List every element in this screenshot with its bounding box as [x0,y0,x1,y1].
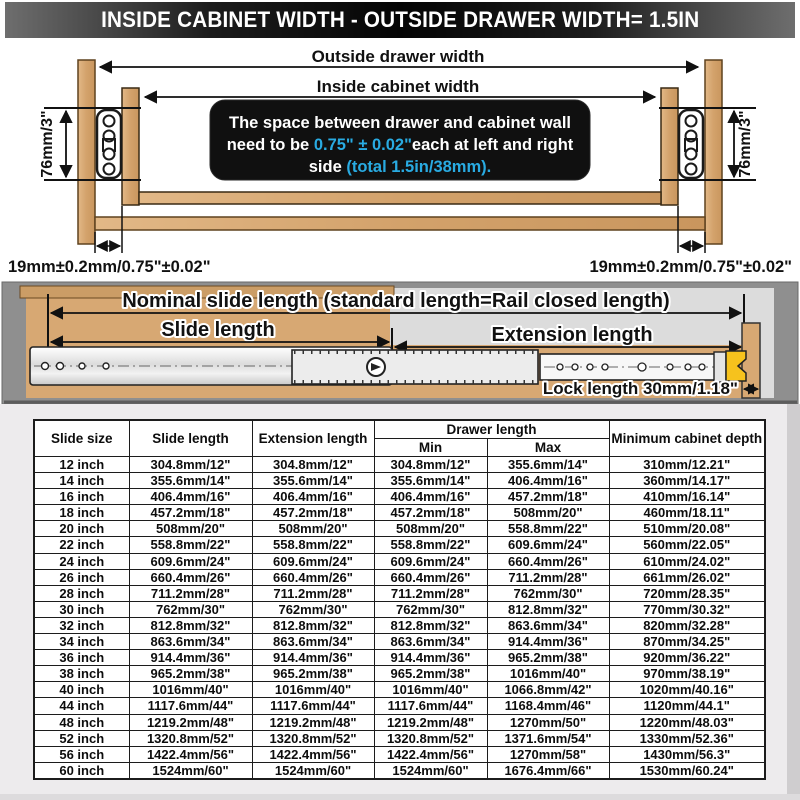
table-cell: 508mm/20" [487,505,609,521]
table-cell: 720mm/28.35" [609,585,765,601]
info-line1: The space between drawer and cabinet wall [228,114,572,132]
table-cell: 609.6mm/24" [374,553,487,569]
table-cell: 820mm/32.28" [609,617,765,633]
table-header [34,420,765,457]
table-cell: 609.6mm/24" [252,553,374,569]
table-cell: 20 inch [34,521,129,537]
table-cell: 1066.8mm/42" [487,682,609,698]
table-row [34,698,765,714]
table-row [34,617,765,633]
col-header-min-cabinet-depth: Minimum cabinet depth [609,420,765,457]
table-cell: 661mm/26.02" [609,569,765,585]
spec-table-section [0,404,800,800]
table-cell: 1320.8mm/52" [129,730,252,746]
table-cell: 1524mm/60" [129,762,252,779]
table-cell: 965.2mm/38" [252,666,374,682]
table-cell: 304.8mm/12" [374,457,487,473]
gap-label-left: 19mm±0.2mm/0.75"±0.02" [8,258,211,276]
table-cell: 770mm/30.32" [609,601,765,617]
table-cell: 1219.2mm/48" [252,714,374,730]
table-cell: 863.6mm/34" [129,634,252,650]
table-row [34,650,765,666]
height-label-left: 76mm/3" [39,110,56,178]
table-row [34,521,765,537]
table-cell: 406.4mm/16" [129,489,252,505]
table-cell: 1120mm/44.1" [609,698,765,714]
table-cell: 355.6mm/14" [129,473,252,489]
table-cell: 560mm/22.05" [609,537,765,553]
table-cell: 1530mm/60.24" [609,762,765,779]
info-line3 [309,158,491,176]
table-cell: 1320.8mm/52" [374,730,487,746]
table-cell: 30 inch [34,601,129,617]
table-row [34,537,765,553]
table-cell: 1320.8mm/52" [252,730,374,746]
table-cell: 558.8mm/22" [374,537,487,553]
table-cell: 762mm/30" [252,601,374,617]
table-cell: 762mm/30" [374,601,487,617]
extension-length-label: Extension length [491,324,653,346]
table-cell: 762mm/30" [129,601,252,617]
table-cell: 660.4mm/26" [487,553,609,569]
table-cell: 711.2mm/28" [487,569,609,585]
outside-drawer-width-label: Outside drawer width [311,47,485,66]
table-cell: 28 inch [34,585,129,601]
drawer-side-left [122,88,139,205]
table-cell: 920mm/36.22" [609,650,765,666]
table-cell: 508mm/20" [252,521,374,537]
table-cell: 1219.2mm/48" [374,714,487,730]
info-box [210,100,590,180]
table-cell: 965.2mm/38" [487,650,609,666]
table-cell: 762mm/30" [487,585,609,601]
table-cell: 457.2mm/18" [129,505,252,521]
info-line2-white: need to be [226,136,314,154]
table-cell: 660.4mm/26" [374,569,487,585]
table-cell: 34 inch [34,634,129,650]
table-row [34,569,765,585]
table-cell: 1016mm/40" [129,682,252,698]
table-cell: 1270mm/50" [487,714,609,730]
table-cell: 1220mm/48.03" [609,714,765,730]
table-cell: 304.8mm/12" [129,457,252,473]
table-row [34,714,765,730]
table-cell: 36 inch [34,650,129,666]
table-row [34,585,765,601]
col-header-max: Max [487,439,609,457]
table-row [34,553,765,569]
table-cell: 812.8mm/32" [487,601,609,617]
info-line3-blue: (total 1.5in/38mm). [346,158,492,176]
cabinet-cross-section-diagram [0,36,800,282]
table-cell: 56 inch [34,746,129,762]
table-cell: 40 inch [34,682,129,698]
info-line2-white2: each at left and right [411,136,574,154]
table-cell: 660.4mm/26" [129,569,252,585]
height-label-right: 76mm/3" [737,110,754,178]
panel-right-edge [787,404,800,800]
table-cell: 457.2mm/18" [374,505,487,521]
table-cell: 24 inch [34,553,129,569]
table-row [34,730,765,746]
table-cell: 711.2mm/28" [129,585,252,601]
table-cell: 610mm/24.02" [609,553,765,569]
table-row [34,457,765,473]
table-row [34,601,765,617]
table-cell: 863.6mm/34" [487,617,609,633]
table-cell: 14 inch [34,473,129,489]
table-cell: 1524mm/60" [252,762,374,779]
table-cell: 1330mm/52.36" [609,730,765,746]
table-cell: 360mm/14.17" [609,473,765,489]
table-cell: 711.2mm/28" [252,585,374,601]
cabinet-wall-left [78,60,95,244]
table-cell: 406.4mm/16" [252,489,374,505]
table-cell: 1422.4mm/56" [129,746,252,762]
inside-cabinet-width-label: Inside cabinet width [316,77,480,96]
table-cell: 1676.4mm/66" [487,762,609,779]
slide-cross-section-left [97,110,121,178]
table-cell: 609.6mm/24" [129,553,252,569]
table-cell: 1422.4mm/56" [374,746,487,762]
table-row [34,666,765,682]
table-cell: 60 inch [34,762,129,779]
col-header-min: Min [374,439,487,457]
col-header-drawer-length: Drawer length [374,420,609,439]
nominal-length-label: Nominal slide length (standard length=Rail closed length) [122,290,670,312]
info-line2-blue: 0.75" ± 0.02" [313,136,412,154]
table-cell: 812.8mm/32" [252,617,374,633]
table-row [34,505,765,521]
table-cell: 406.4mm/16" [374,489,487,505]
table-cell: 812.8mm/32" [129,617,252,633]
drawer-bottom-panel [139,192,661,204]
table-cell: 914.4mm/36" [374,650,487,666]
table-cell: 1168.4mm/46" [487,698,609,714]
table-cell: 558.8mm/22" [252,537,374,553]
table-cell: 965.2mm/38" [129,666,252,682]
table-cell: 406.4mm/16" [487,473,609,489]
table-cell: 16 inch [34,489,129,505]
spec-table [33,419,766,780]
table-cell: 22 inch [34,537,129,553]
slide-cross-section-right [679,110,703,178]
table-cell: 812.8mm/32" [374,617,487,633]
table-cell: 863.6mm/34" [374,634,487,650]
info-line3-white: side [308,158,347,176]
table-cell: 1016mm/40" [487,666,609,682]
table-cell: 510mm/20.08" [609,521,765,537]
table-cell: 52 inch [34,730,129,746]
table-cell: 1270mm/58" [487,746,609,762]
table-cell: 711.2mm/28" [374,585,487,601]
table-row [34,489,765,505]
table-cell: 457.2mm/18" [487,489,609,505]
table-cell: 558.8mm/22" [129,537,252,553]
table-cell: 410mm/16.14" [609,489,765,505]
table-row [34,762,765,779]
table-cell: 609.6mm/24" [487,537,609,553]
table-row [34,682,765,698]
panel-bottom-edge [0,794,800,800]
table-cell: 914.4mm/36" [129,650,252,666]
lock-length-label: Lock length 30mm/1.18" [542,379,738,398]
info-line2 [227,136,574,154]
table-cell: 48 inch [34,714,129,730]
col-header-extension-length: Extension length [252,420,374,457]
table-cell: 970mm/38.19" [609,666,765,682]
gap-label-right: 19mm±0.2mm/0.75"±0.02" [589,258,792,276]
table-cell: 1020mm/40.16" [609,682,765,698]
table-cell: 18 inch [34,505,129,521]
table-cell: 508mm/20" [374,521,487,537]
table-cell: 355.6mm/14" [252,473,374,489]
table-cell: 508mm/20" [129,521,252,537]
table-cell: 1117.6mm/44" [252,698,374,714]
table-body [34,457,765,779]
table-cell: 914.4mm/36" [252,650,374,666]
table-cell: 1430mm/56.3" [609,746,765,762]
slide-length-label: Slide length [161,319,275,341]
table-cell: 38 inch [34,666,129,682]
drawer-side-right [661,88,678,205]
table-cell: 1422.4mm/56" [252,746,374,762]
page-title: INSIDE CABINET WIDTH - OUTSIDE DRAWER WIDTH= 1.5IN [100,7,700,32]
table-cell: 1524mm/60" [374,762,487,779]
table-cell: 1371.6mm/54" [487,730,609,746]
table-cell: 660.4mm/26" [252,569,374,585]
table-cell: 457.2mm/18" [252,505,374,521]
table-cell: 914.4mm/36" [487,634,609,650]
table-cell: 304.8mm/12" [252,457,374,473]
table-cell: 863.6mm/34" [252,634,374,650]
table-cell: 870mm/34.25" [609,634,765,650]
table-cell: 1016mm/40" [374,682,487,698]
col-header-slide-length: Slide length [129,420,252,457]
cabinet-bottom-panel [95,217,705,230]
table-cell: 355.6mm/14" [374,473,487,489]
title-banner [5,2,795,38]
cabinet-wall-right [705,60,722,244]
col-header-slide-size: Slide size [34,420,129,457]
table-cell: 32 inch [34,617,129,633]
slide-length-diagram [0,281,800,405]
table-row [34,473,765,489]
table-cell: 1117.6mm/44" [129,698,252,714]
table-cell: 44 inch [34,698,129,714]
table-cell: 310mm/12.21" [609,457,765,473]
table-row [34,634,765,650]
table-cell: 1219.2mm/48" [129,714,252,730]
table-cell: 355.6mm/14" [487,457,609,473]
table-cell: 12 inch [34,457,129,473]
table-row [34,746,765,762]
table-cell: 1016mm/40" [252,682,374,698]
table-cell: 26 inch [34,569,129,585]
table-cell: 1117.6mm/44" [374,698,487,714]
table-cell: 460mm/18.11" [609,505,765,521]
table-cell: 558.8mm/22" [487,521,609,537]
table-cell: 965.2mm/38" [374,666,487,682]
